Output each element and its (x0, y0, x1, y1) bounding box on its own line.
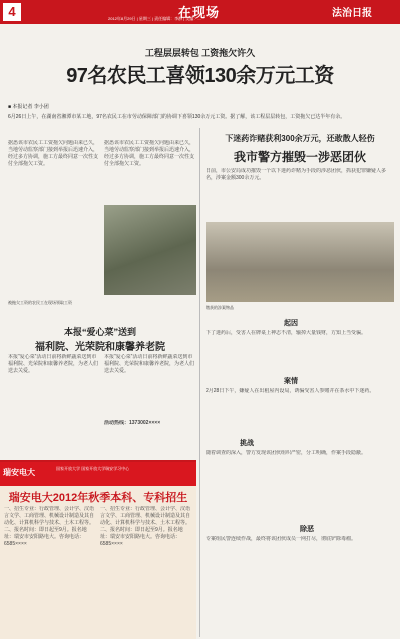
subhead-tuibu: 挑战 (240, 439, 254, 447)
evidence-photo-caption: 缴获的涉案物品 (206, 305, 234, 310)
ad-headline: 瑞安电大2012年秋季本科、专科招生 (8, 492, 188, 504)
box-headline: 福利院、光荣院和康馨养老院 (35, 342, 165, 353)
ad-body-col2: 一、招生专业：行政管理、会计学、汉语言文学、工商管理、机械设计制造及其自动化、计算机科学与技术、土木工程等。二、报名时间：即日起至9月。报名地址：瑞安市安阳路电大。咨询电话：6585×××× (100, 506, 191, 547)
section-qiyi-text: 下了迷药后，受害人在牌桌上神志不清，输掉大量钱财，方知上当受骗。 (206, 330, 367, 336)
section-tuibu-text: 随着调查的深入，警方发现该团伙组织严密，分工明确，作案手段隐蔽。 (206, 450, 367, 456)
ad-logo: 瑞安电大 (3, 468, 35, 477)
advertisement (0, 460, 196, 639)
column-divider (199, 128, 200, 637)
evidence-photo (206, 222, 394, 302)
right-intro: 日前，市公安局成功摧毁一个以下迷药诈赌为手段的涉恶团伙，抓获犯罪嫌疑人多名，涉案金额300余万元。 (206, 168, 387, 181)
workers-photo-caption: 被拖欠工资的农民工在现场领取工资 (8, 300, 72, 305)
lead-byline: ■ 本报记者 李小团 (8, 104, 49, 110)
lead-kicker: 工程层层转包 工资拖欠许久 (144, 48, 256, 58)
ad-banner (0, 462, 196, 486)
box-body-col1: 本报“爱心菜”活动日前将新鲜蔬菜送到市福利院、光荣院和康馨养老院，为老人们送去关爱。 (8, 354, 99, 374)
section-title: 在现场 (178, 5, 221, 20)
header-bar (0, 0, 400, 24)
subhead-qiyi: 起因 (284, 319, 298, 327)
workers-photo (104, 205, 196, 295)
ad-body-col1: 一、招生专业：行政管理、会计学、汉语言文学、工商管理、机械设计制造及其自动化、计算机科学与技术、土木工程等。二、报名时间：即日起至9月。报名地址：瑞安市安阳路电大。咨询电话：6585×××× (4, 506, 95, 547)
ad-subtitle: 国家开放大学 国家开放大学瑞安学习中心 (56, 466, 130, 471)
lead-headline: 97名农民工喜领130余万元工资 (66, 65, 334, 87)
lead-paragraph: 6月26日上午，在湖南省湘潭市某工地，97名农民工在市劳动保障部门的协调下喜领130余万元工资。据了解，该工程层层转包，工资拖欠已达半年有余。 (8, 114, 346, 120)
lead-body-col2: 据悉该市农民工工资拖欠问题由来已久，当地劳动监察部门接到举报后迅速介入，经过多方协调，施工方最终同意一次性支付全部拖欠工资。 (104, 140, 195, 167)
box-body-col2: 本报“爱心菜”活动日前将新鲜蔬菜送到市福利院、光荣院和康馨养老院，为老人们送去关爱。 (104, 354, 195, 374)
section-jiebing-text: 专案组民警连续作战，最终将该团伙成员一网打尽，彻底铲除毒瘤。 (206, 536, 357, 542)
box-contact: 活动热线：1373002×××× (104, 420, 161, 426)
page-number: 4 (3, 3, 21, 21)
subhead-anqing: 案情 (284, 377, 298, 385)
section-anqing-text: 2月28日下午，嫌疑人在出租屋内设局，诱骗受害人参赌并在茶水中下迷药。 (206, 388, 375, 394)
box-kicker: 本报“爱心菜”送到 (63, 327, 136, 337)
right-kicker: 下迷药诈赌获利300余万元，还敢散人轻伤 (225, 134, 375, 143)
lead-body-col1: 据悉该市农民工工资拖欠问题由来已久，当地劳动监察部门接到举报后迅速介入，经过多方协调，施工方最终同意一次性支付全部拖欠工资。 (8, 140, 99, 167)
dateline: 2012年8月29日 | 星期三 | 责任编辑：李群 | 美编：... (108, 16, 201, 21)
right-headline: 我市警方摧毁一涉恶团伙 (233, 150, 366, 164)
subhead-jiebing: 除恶 (300, 525, 314, 533)
masthead: 法治日报 (332, 8, 372, 19)
